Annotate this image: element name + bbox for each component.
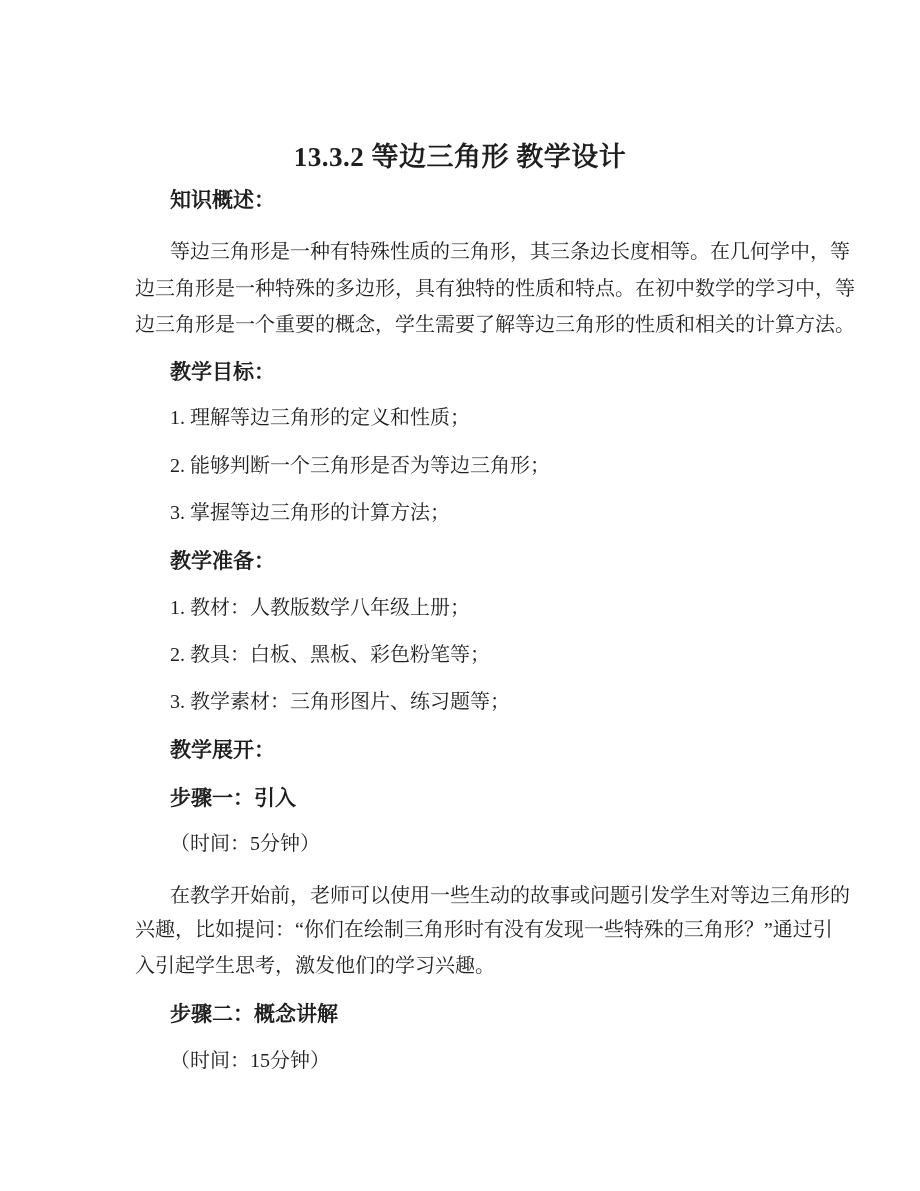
paragraph-line: 边三角形是一个重要的概念，学生需要了解等边三角形的性质和相关的计算方法。	[135, 314, 855, 336]
step-two-duration: （时间：15分钟）	[170, 1050, 330, 1072]
preparation-item: 2. 教具：白板、黑板、彩色粉笔等；	[170, 644, 490, 666]
paragraph-line: 等边三角形是一种有特殊性质的三角形，其三条边长度相等。在几何学中，等	[170, 241, 850, 263]
document-title: 13.3.2 等边三角形 教学设计	[293, 142, 627, 172]
preparation-item: 3. 教学素材：三角形图片、练习题等；	[170, 691, 510, 713]
heading-knowledge-overview: 知识概述：	[170, 188, 275, 212]
objective-item: 2. 能够判断一个三角形是否为等边三角形；	[170, 455, 550, 477]
paragraph-line: 边三角形是一种特殊的多边形，具有独特的性质和特点。在初中数学的学习中，等	[135, 278, 855, 300]
paragraph-line: 兴趣，比如提问：“你们在绘制三角形时有没有发现一些特殊的三角形？”通过引	[135, 919, 833, 941]
heading-teaching-preparation: 教学准备：	[170, 549, 275, 573]
paragraph-line: 入引起学生思考，激发他们的学习兴趣。	[135, 955, 495, 977]
paragraph-line: 在教学开始前，老师可以使用一些生动的故事或问题引发学生对等边三角形的	[170, 885, 850, 907]
preparation-item: 1. 教材：人教版数学八年级上册；	[170, 597, 470, 619]
heading-step-two: 步骤二：概念讲解	[170, 1002, 338, 1026]
objective-item: 1. 理解等边三角形的定义和性质；	[170, 407, 470, 429]
step-one-duration: （时间：5分钟）	[170, 833, 320, 855]
heading-teaching-objectives: 教学目标：	[170, 360, 275, 384]
heading-step-one: 步骤一：引入	[170, 786, 296, 810]
objective-item: 3. 掌握等边三角形的计算方法；	[170, 502, 450, 524]
heading-teaching-process: 教学展开：	[170, 738, 275, 762]
